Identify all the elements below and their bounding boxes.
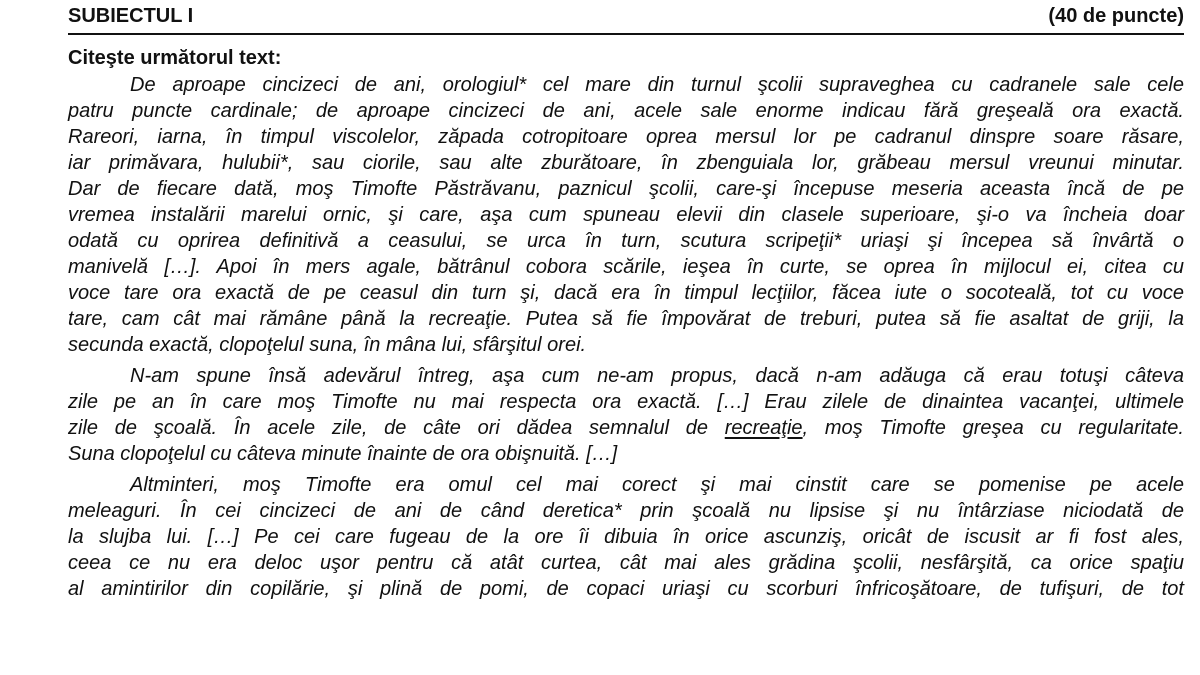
text-line: tare, cam cât mai rămâne până la recreaţie. Putea să fie împovărat de treburi, putea să fie asaltat de griji, la xyxy=(68,308,1184,330)
text-line: Suna clopoţelul cu câteva minute înainte de ora obişnuită. […] xyxy=(68,443,618,465)
reading-instruction: Citeşte următorul text: xyxy=(68,47,282,69)
section-title: SUBIECTUL I xyxy=(68,5,194,27)
text-segment: zile de şcoală. În acele zile, de câte ori dădea semnalul de xyxy=(68,417,725,439)
text-line: ceea ce nu era deloc uşor pentru că atât curtea, cât mai ales grădina şcolii, nesfârşită, ca orice spaţiu xyxy=(68,552,1184,574)
text-line: De aproape cincizeci de ani, orologiul* cel mare din turnul şcolii supraveghea cu cadranele sale cele xyxy=(130,74,1184,96)
text-line: iar primăvara, hulubii*, sau ciorile, sau alte zburătoare, în zbenguiala lor, grăbeau mersul vreunui minutar. xyxy=(68,152,1184,174)
text-line: secunda exactă, clopoţelul suna, în mâna lui, sfârşitul orei. xyxy=(68,334,587,356)
text-line: voce tare ora exactă de pe ceasul din turn şi, dacă era în timpul lecţiilor, făcea iute o socoteală, tot cu voce xyxy=(68,282,1184,304)
text-line: Dar de fiecare dată, moş Timofte Păstrăvanu, paznicul şcolii, care-şi începuse meseria aceasta încă de pe xyxy=(68,178,1184,200)
text-line: manivelă […]. Apoi în mers agale, bătrânul cobora scările, ieşea în curte, se oprea în mijlocul ei, citea cu xyxy=(68,256,1184,278)
text-line: patru puncte cardinale; de aproape cincizeci de ani, acele sale enorme indicau fără greşeală ora exactă. xyxy=(68,100,1184,122)
text-line: Altminteri, moş Timofte era omul cel mai corect şi mai cinstit care se pomenise pe acele xyxy=(130,474,1184,496)
underlined-word: recreaţie xyxy=(724,417,803,439)
text-line: zile pe an în care moş Timofte nu mai respecta ora exactă. […] Erau zilele de dinaintea vacanţei, ultimele xyxy=(68,391,1184,413)
text-line: vremea instalării marelui ornic, şi care, aşa cum spuneau elevii din clasele superioare, şi-o va încheia doar xyxy=(68,204,1184,226)
text-line: N-am spune însă adevărul întreg, aşa cum ne-am propus, dacă n-am adăuga că erau totuşi câteva xyxy=(130,365,1184,387)
section-points: (40 de puncte) xyxy=(1048,5,1184,27)
text-line: al amintirilor din copilărie, şi plină de pomi, de copaci uriaşi cu scorburi înfricoşătoare, de tufişuri, de tot xyxy=(68,578,1184,600)
text-line: Rareori, iarna, în timpul viscolelor, zăpada cotropitoare oprea mersul lor pe cadranul dinspre soare răsare, xyxy=(68,126,1184,148)
exam-page xyxy=(68,0,1184,602)
text-segment: , moş Timofte greşea cu regularitate. xyxy=(802,417,1184,439)
literary-text xyxy=(68,72,1184,602)
text-line-with-underline xyxy=(68,415,1184,441)
text-line: meleaguri. În cei cincizeci de ani de când deretica* prin şcoală nu lipsise şi nu întârziase niciodată de xyxy=(68,500,1184,522)
section-header xyxy=(68,0,1184,35)
text-line: odată cu oprirea definitivă a ceasului, se urca în turn, scutura scripeţii* uriaşi şi începea să învârtă o xyxy=(68,230,1184,252)
text-line: la slujba lui. […] Pe cei care fugeau de la ore îi dibuia în orice ascunziş, oricât de iscusit ar fi fost ales, xyxy=(68,526,1184,548)
